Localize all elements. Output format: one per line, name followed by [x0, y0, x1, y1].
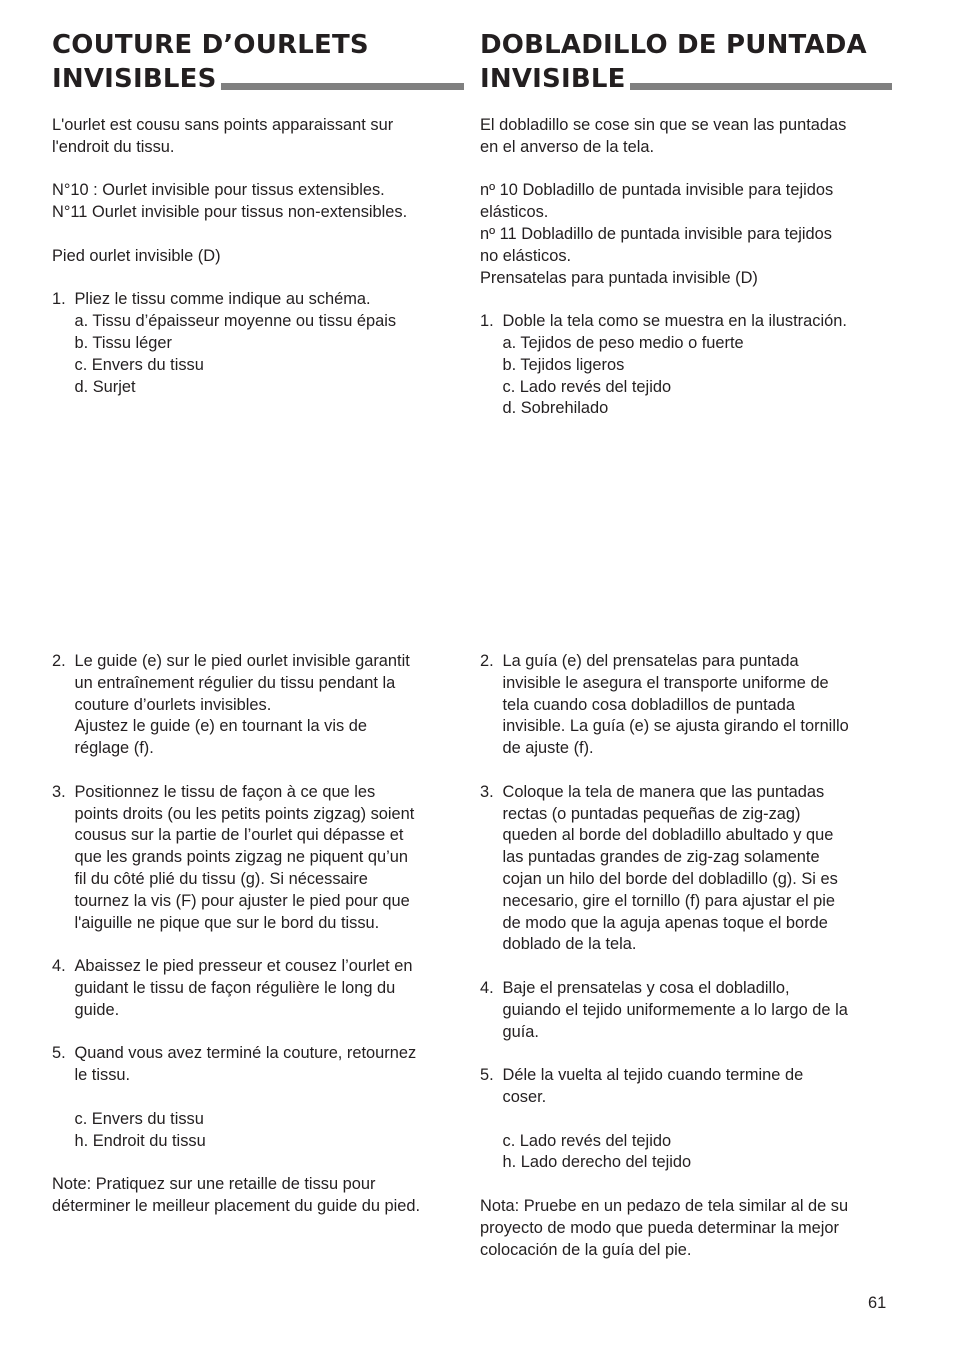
step-line: guidant le tissu de façon régulière le long du — [74, 978, 396, 997]
step-line: doblado de la tela. — [502, 935, 637, 954]
legend-item: d. Sobrehilado — [502, 399, 609, 418]
legend-item: a. Tejidos de peso medio o fuerte — [502, 333, 744, 352]
step-number: 5. — [480, 1066, 494, 1085]
step-line: rectas (o puntadas pequeñas de zig-zag) — [502, 804, 801, 823]
step-5 — [480, 1065, 892, 1174]
stitch-mode-line: nº 11 Dobladillo de puntada invisible para tejidos — [480, 224, 832, 243]
step-line: Positionnez le tissu de façon à ce que les — [74, 782, 376, 801]
step-line: invisible le asegura el transporte uniforme de — [502, 673, 829, 692]
presser-foot-label: Prensatelas para puntada invisible (D) — [480, 268, 758, 287]
step-line: de ajuste (f). — [502, 739, 594, 758]
step-line: que les grands points zigzag ne piquent qu’un — [74, 848, 409, 867]
legend-item: c. Envers du tissu — [74, 1109, 204, 1128]
step-line: fil du côté plié du tissu (g). Si nécessaire — [74, 869, 368, 888]
step-line: couture d’ourlets invisibles. — [74, 695, 272, 714]
step-line: l'aiguille ne pique que sur le bord du tissu. — [74, 913, 380, 932]
spanish-column-top — [480, 28, 892, 420]
step-number: 3. — [480, 782, 494, 801]
step-line: cousus sur la partie de l’ourlet qui dépasse et — [74, 826, 404, 845]
step-line: Coloque la tela de manera que las puntadas — [502, 782, 825, 801]
step-number: 2. — [480, 652, 494, 670]
step-line: cojan un hilo del borde del dobladillo (g). Si es — [502, 869, 838, 888]
legend-item: c. Envers du tissu — [74, 355, 204, 374]
step-line: coser. — [502, 1087, 547, 1106]
step-line: Abaissez le pied presseur et cousez l’ourlet en — [74, 957, 413, 976]
step-line: las puntadas grandes de zig-zag solamente — [502, 848, 820, 867]
note-line: déterminer le meilleur placement du guide du pied. — [52, 1196, 421, 1215]
intro-line: El dobladillo se cose sin que se vean las puntadas — [480, 116, 847, 134]
step-number: 4. — [480, 978, 494, 997]
step-number: 4. — [52, 957, 66, 976]
step-line: points droits (ou les petits points zigzag) soient — [74, 804, 415, 823]
step-5 — [52, 1043, 464, 1152]
legend-item: b. Tejidos ligeros — [502, 355, 625, 374]
legend-item: d. Surjet — [74, 377, 136, 396]
step-line: Baje el prensatelas y cosa el dobladillo, — [502, 978, 790, 997]
note-line: Nota: Pruebe en un pedazo de tela similar al de su — [480, 1196, 849, 1215]
step-line: invisible. La guía (e) se ajusta girando el tornillo — [502, 717, 849, 736]
step-line: Ajustez le guide (e) en tournant la vis de — [74, 717, 367, 736]
step-number: 1. — [480, 312, 494, 331]
stitch-mode-line: no elásticos. — [480, 246, 572, 265]
step-1 — [52, 289, 464, 311]
stitch-mode-line: elásticos. — [480, 203, 549, 222]
french-column-bottom — [52, 651, 464, 1218]
step-line: un entraînement régulier du tissu pendant la — [74, 673, 396, 692]
step-text: Pliez le tissu comme indique au schéma. — [74, 290, 371, 309]
intro-line: l'endroit du tissu. — [52, 137, 175, 156]
spanish-column-bottom — [480, 651, 892, 1261]
heading-rule — [221, 83, 465, 90]
stitch-mode-line: N°11 Ourlet invisible pour tissus non-extensibles. — [52, 203, 408, 222]
stitch-mode-line: N°10 : Ourlet invisible pour tissus extensibles. — [52, 181, 385, 200]
step-line: réglage (f). — [74, 739, 154, 758]
step-line: tournez la vis (F) pour ajuster le pied pour que — [74, 891, 410, 910]
note-line: proyecto de modo que pueda determinar la mejor — [480, 1218, 839, 1237]
step-4 — [52, 956, 464, 1021]
french-heading-line2: INVISIBLES — [52, 64, 217, 94]
spanish-heading-line1: DOBLADILLO DE PUNTADA — [480, 30, 867, 60]
spanish-heading-line2: INVISIBLE — [480, 64, 626, 94]
step-2 — [52, 651, 464, 760]
step-line: tela cuando cosa dobladillos de puntada — [502, 695, 796, 714]
legend-item: a. Tissu d’épaisseur moyenne ou tissu épais — [74, 312, 397, 331]
step-1 — [480, 311, 892, 333]
step-4 — [480, 978, 892, 1043]
step-number: 5. — [52, 1044, 66, 1063]
french-heading-line1: COUTURE D’OURLETS — [52, 30, 369, 60]
step-line: La guía (e) del prensatelas para puntada — [502, 652, 799, 670]
legend-item: b. Tissu léger — [74, 333, 172, 352]
step-line: Quand vous avez terminé la couture, retournez — [74, 1044, 417, 1063]
step-line: le tissu. — [74, 1066, 131, 1085]
step-line: queden al borde del dobladillo abultado y que — [502, 826, 834, 845]
note-line: colocación de la guía del pie. — [480, 1240, 692, 1259]
step-3 — [480, 782, 892, 956]
step-number: 3. — [52, 782, 66, 801]
heading-rule — [630, 83, 892, 90]
legend-item: c. Lado revés del tejido — [502, 377, 672, 396]
step-line: de modo que la aguja apenas toque el borde — [502, 913, 828, 932]
note-line: Note: Pratiquez sur une retaille de tissu pour — [52, 1175, 376, 1194]
spanish-heading — [480, 28, 892, 96]
step-number: 2. — [52, 652, 66, 670]
step-3 — [52, 782, 464, 935]
step-line: Le guide (e) sur le pied ourlet invisible garantit — [74, 652, 410, 670]
french-column-top — [52, 28, 464, 398]
legend-item: h. Endroit du tissu — [74, 1131, 206, 1150]
step-line: guía. — [502, 1022, 539, 1041]
legend-item: h. Lado derecho del tejido — [502, 1153, 692, 1172]
step-line: guiando el tejido uniformemente a lo largo de la — [502, 1000, 848, 1019]
page-number: 61 — [868, 1294, 887, 1312]
step-text: Doble la tela como se muestra en la ilustración. — [502, 312, 847, 331]
step-line: guide. — [74, 1000, 120, 1019]
legend-item: c. Lado revés del tejido — [502, 1131, 672, 1150]
french-heading — [52, 28, 464, 96]
intro-line: L'ourlet est cousu sans points apparaissant sur — [52, 116, 394, 134]
step-2 — [480, 651, 892, 760]
step-line: necesario, gire el tornillo (f) para ajustar el pie — [502, 891, 836, 910]
presser-foot-label: Pied ourlet invisible (D) — [52, 246, 221, 265]
stitch-mode-line: nº 10 Dobladillo de puntada invisible para tejidos — [480, 181, 834, 200]
intro-line: en el anverso de la tela. — [480, 137, 655, 156]
step-line: Déle la vuelta al tejido cuando termine de — [502, 1066, 804, 1085]
step-number: 1. — [52, 290, 66, 309]
